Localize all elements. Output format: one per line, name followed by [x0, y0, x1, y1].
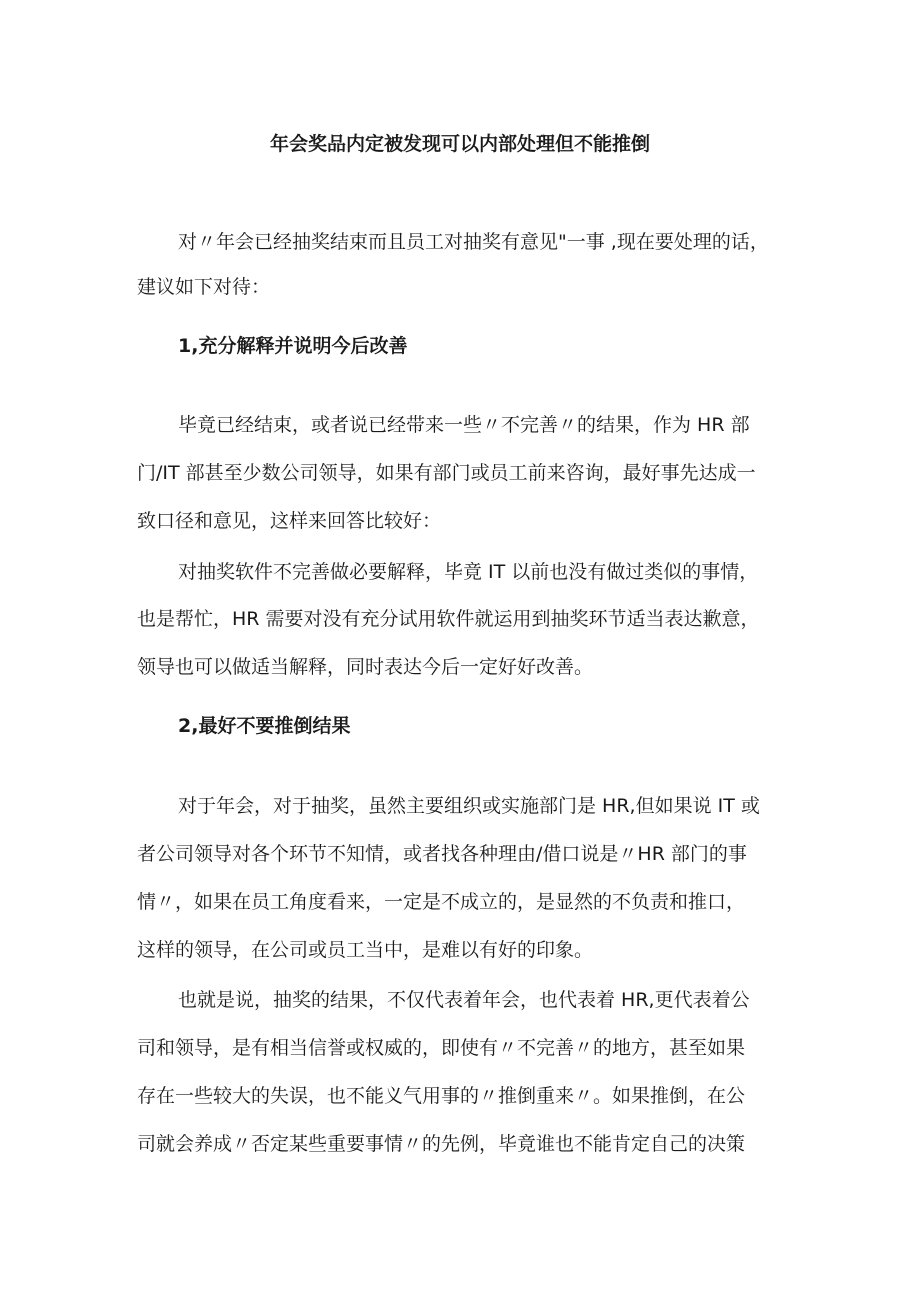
section-2-para-2-line-3: 存在一些较大的失误，也不能义气用事的〃推倒重来〃。如果推倒，在公	[137, 1085, 746, 1107]
section-1-para-2-line-1: 对抽奖软件不完善做必要解释，毕竟 IT 以前也没有做过类似的事情，	[178, 561, 759, 583]
section-2-para-2-line-1: 也就是说，抽奖的结果，不仅代表着年会，也代表着 HR,更代表着公	[178, 989, 750, 1011]
section-2-heading: 2,最好不要推倒结果	[178, 715, 351, 737]
section-1-para-1-line-3: 致口径和意见，这样来回答比较好：	[137, 510, 442, 532]
section-2-para-1-line-4: 这样的领导，在公司或员工当中，是难以有好的印象。	[137, 939, 594, 961]
section-1-para-2-line-2: 也是帮忙，HR 需要对没有充分试用软件就运用到抽奖环节适当表达歉意，	[137, 608, 760, 630]
intro-line-2: 建议如下对待：	[137, 276, 271, 298]
intro-line-1: 对〃年会已经抽奖结束而且员工对抽奖有意见"一事 ,现在要处理的话，	[178, 231, 769, 253]
section-2-para-2-line-4: 司就会养成〃否定某些重要事情〃的先例，毕竟谁也不能肯定自己的决策	[137, 1133, 746, 1155]
section-2-para-1-line-1: 对于年会，对于抽奖，虽然主要组织或实施部门是 HR,但如果说 IT 或	[178, 795, 760, 817]
document-title: 年会奖品内定被发现可以内部处理但不能推倒	[269, 133, 650, 155]
section-2-para-1-line-3: 情〃，如果在员工角度看来，一定是不成立的，是显然的不负责和推口，	[137, 891, 746, 913]
section-1-para-1-line-2: 门/IT 部甚至少数公司领导，如果有部门或员工前来咨询，最好事先达成一	[137, 462, 756, 484]
section-2-para-2-line-2: 司和领导，是有相当信誉或权威的，即使有〃不完善〃的地方，甚至如果	[137, 1037, 746, 1059]
section-2-para-1-line-2: 者公司领导对各个环节不知情，或者找各种理由/借口说是〃HR 部门的事	[137, 843, 747, 865]
section-1-para-2-line-3: 领导也可以做适当解释，同时表达今后一定好好改善。	[137, 656, 594, 678]
section-1-para-1-line-1: 毕竟已经结束，或者说已经带来一些〃不完善〃的结果，作为 HR 部	[178, 414, 750, 436]
section-1-heading: 1,充分解释并说明今后改善	[178, 335, 408, 357]
